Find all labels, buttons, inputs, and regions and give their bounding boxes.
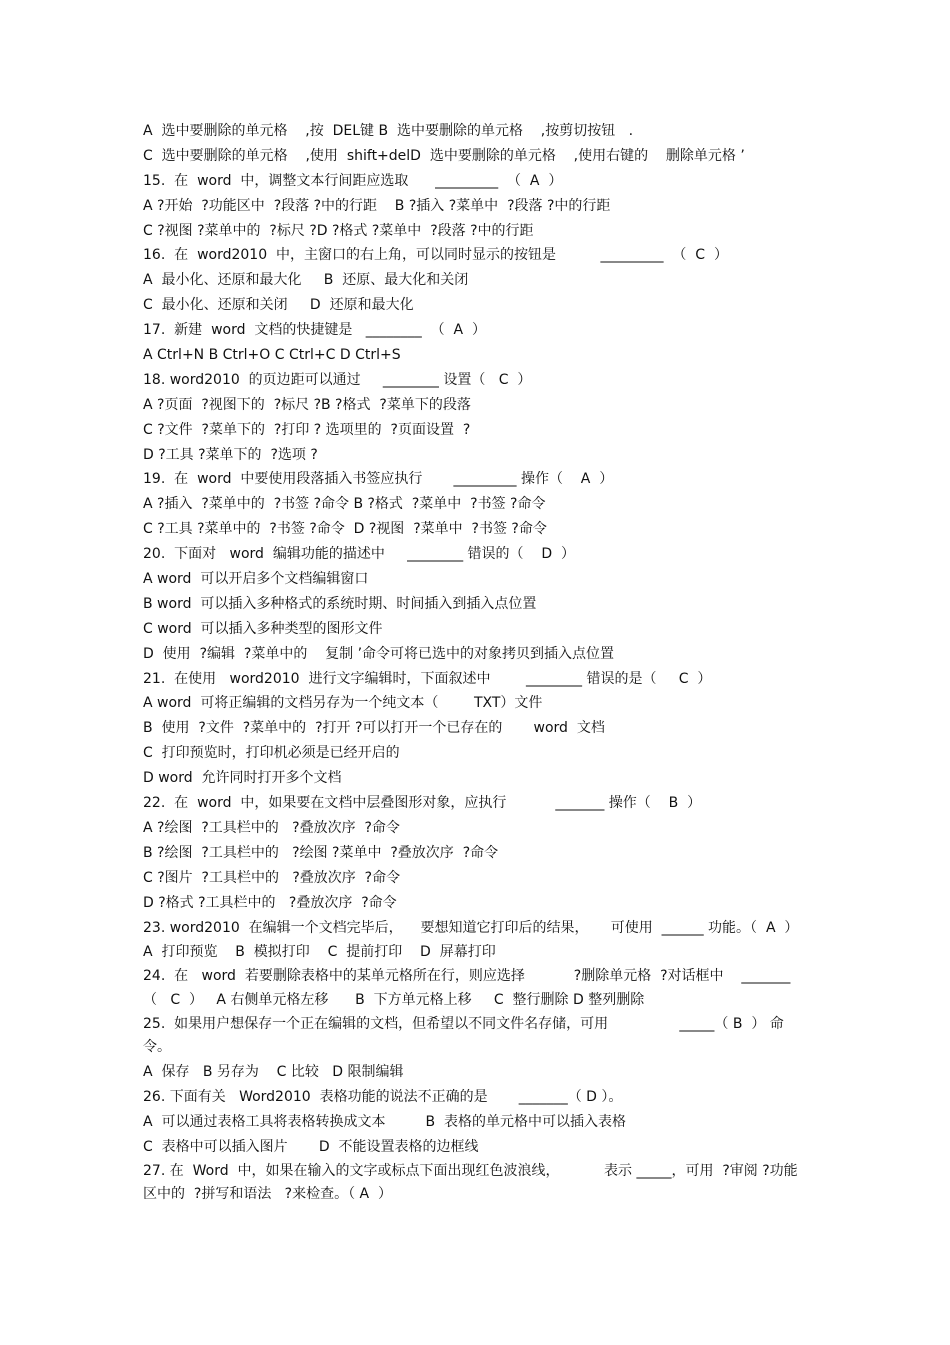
text-line: 25. 如果用户想保存一个正在编辑的文档，但希望以不同文件名存储，可用 _____（ B ） 命 — [143, 1015, 784, 1032]
text-line: 17. 新建 word 文档的快捷键是 ________ （ A ） — [143, 322, 487, 339]
text-line: 24. 在 word 若要删除表格中的某单元格所在行，则应选择 ?删除单元格 ?对话框中 _______ — [143, 968, 791, 985]
text-line: 令。 — [143, 1039, 171, 1056]
text-line: C 最小化、还原和关闭 D 还原和最大化 — [143, 297, 414, 314]
question-text-block — [143, 119, 813, 1207]
text-line: D word 允许同时打开多个文档 — [143, 770, 342, 787]
text-line: 22. 在 word 中，如果要在文档中层叠图形对象，应执行 _______ 操作（ B ） — [143, 795, 702, 812]
text-line: C ?文件 ?菜单下的 ?打印 ? 选项里的 ?页面设置 ? — [143, 421, 471, 438]
text-line: D ?工具 ?菜单下的 ?选项 ? — [143, 446, 318, 463]
text-line: C word 可以插入多种类型的图形文件 — [143, 620, 383, 637]
text-line: A Ctrl+N B Ctrl+O C Ctrl+C D Ctrl+S — [143, 347, 401, 364]
text-line: 19. 在 word 中要使用段落插入书签应执行 _________ 操作（ A ） — [143, 471, 614, 488]
text-line: A word 可将正编辑的文档另存为一个纯文本（ TXT）文件 — [143, 695, 543, 712]
text-line: A ?开始 ?功能区中 ?段落 ?中的行距 B ?插入 ?菜单中 ?段落 ?中的行距 — [143, 197, 611, 214]
text-line: A 打印预览 B 模拟打印 C 提前打印 D 屏幕打印 — [143, 944, 496, 961]
text-line: D ?格式 ?工具栏中的 ?叠放次序 ?命令 — [143, 894, 397, 911]
text-line: D 使用 ?编辑 ?菜单中的 复制 ’命令可将已选中的对象拷贝到插入点位置 — [143, 645, 615, 662]
text-line: B ?绘图 ?工具栏中的 ?绘图 ?菜单中 ?叠放次序 ?命令 — [143, 844, 499, 861]
text-line: 区中的 ?拼写和语法 ?来检查。（ A ） — [143, 1186, 393, 1203]
text-line: C ?图片 ?工具栏中的 ?叠放次序 ?命令 — [143, 869, 401, 886]
text-line: 23. word2010 在编辑一个文档完毕后， 要想知道它打印后的结果， 可使用 ______ 功能。（ A ） — [143, 919, 799, 936]
text-line: 27. 在 Word 中，如果在输入的文字或标点下面出现红色波浪线， 表示 _____，可用 ?审阅 ?功能 — [143, 1162, 798, 1179]
text-line: 15. 在 word 中，调整文本行间距应选取 _________ （ A ） — [143, 172, 563, 189]
text-line: A 保存 B 另存为 C 比较 D 限制编辑 — [143, 1064, 404, 1081]
text-line: （ C ） A 右侧单元格左移 B 下方单元格上移 C 整行删除 D 整列删除 — [143, 991, 645, 1008]
text-line: 20. 下面对 word 编辑功能的描述中 ________ 错误的（ D ） — [143, 546, 576, 563]
text-line: A 最小化、还原和最大化 B 还原、最大化和关闭 — [143, 272, 469, 289]
text-line: 21. 在使用 word2010 进行文字编辑时，下面叙述中 ________ 错误的是（ C ） — [143, 670, 712, 687]
text-line: C 选中要删除的单元格 ,使用 shift+delD 选中要删除的单元格 ,使用右键的 删除单元格 ’ — [143, 147, 745, 164]
text-line: B word 可以插入多种格式的系统时期、时间插入到插入点位置 — [143, 595, 537, 612]
text-line: A ?插入 ?菜单中的 ?书签 ?命令 B ?格式 ?菜单中 ?书签 ?命令 — [143, 496, 546, 513]
text-line: A 选中要删除的单元格 ,按 DEL键 B 选中要删除的单元格 ,按剪切按钮 . — [143, 123, 634, 139]
text-line: C ?工具 ?菜单中的 ?书签 ?命令 D ?视图 ?菜单中 ?书签 ?命令 — [143, 521, 547, 538]
text-line: C ?视图 ?菜单中的 ?标尺 ?D ?格式 ?菜单中 ?段落 ?中的行距 — [143, 222, 534, 239]
text-line: 16. 在 word2010 中，主窗口的右上角，可以同时显示的按钮是 _________ （ C ） — [143, 247, 728, 264]
text-line: C 打印预览时，打印机必须是已经开启的 — [143, 745, 400, 762]
text-line: A word 可以开启多个文档编辑窗口 — [143, 571, 369, 588]
text-line: A ?页面 ?视图下的 ?标尺 ?B ?格式 ?菜单下的段落 — [143, 396, 471, 413]
text-line: A 可以通过表格工具将表格转换成文本 B 表格的单元格中可以插入表格 — [143, 1114, 627, 1131]
text-line: 18. word2010 的页边距可以通过 ________ 设置（ C ） — [143, 371, 532, 388]
text-line: C 表格中可以插入图片 D 不能设置表格的边框线 — [143, 1138, 479, 1155]
text-line: B 使用 ?文件 ?菜单中的 ?打开 ?可以打开一个已存在的 word 文档 — [143, 720, 605, 737]
text-line: A ?绘图 ?工具栏中的 ?叠放次序 ?命令 — [143, 819, 400, 836]
text-line: 26. 下面有关 Word2010 表格功能的说法不正确的是 _______（ D ）。 — [143, 1089, 623, 1106]
